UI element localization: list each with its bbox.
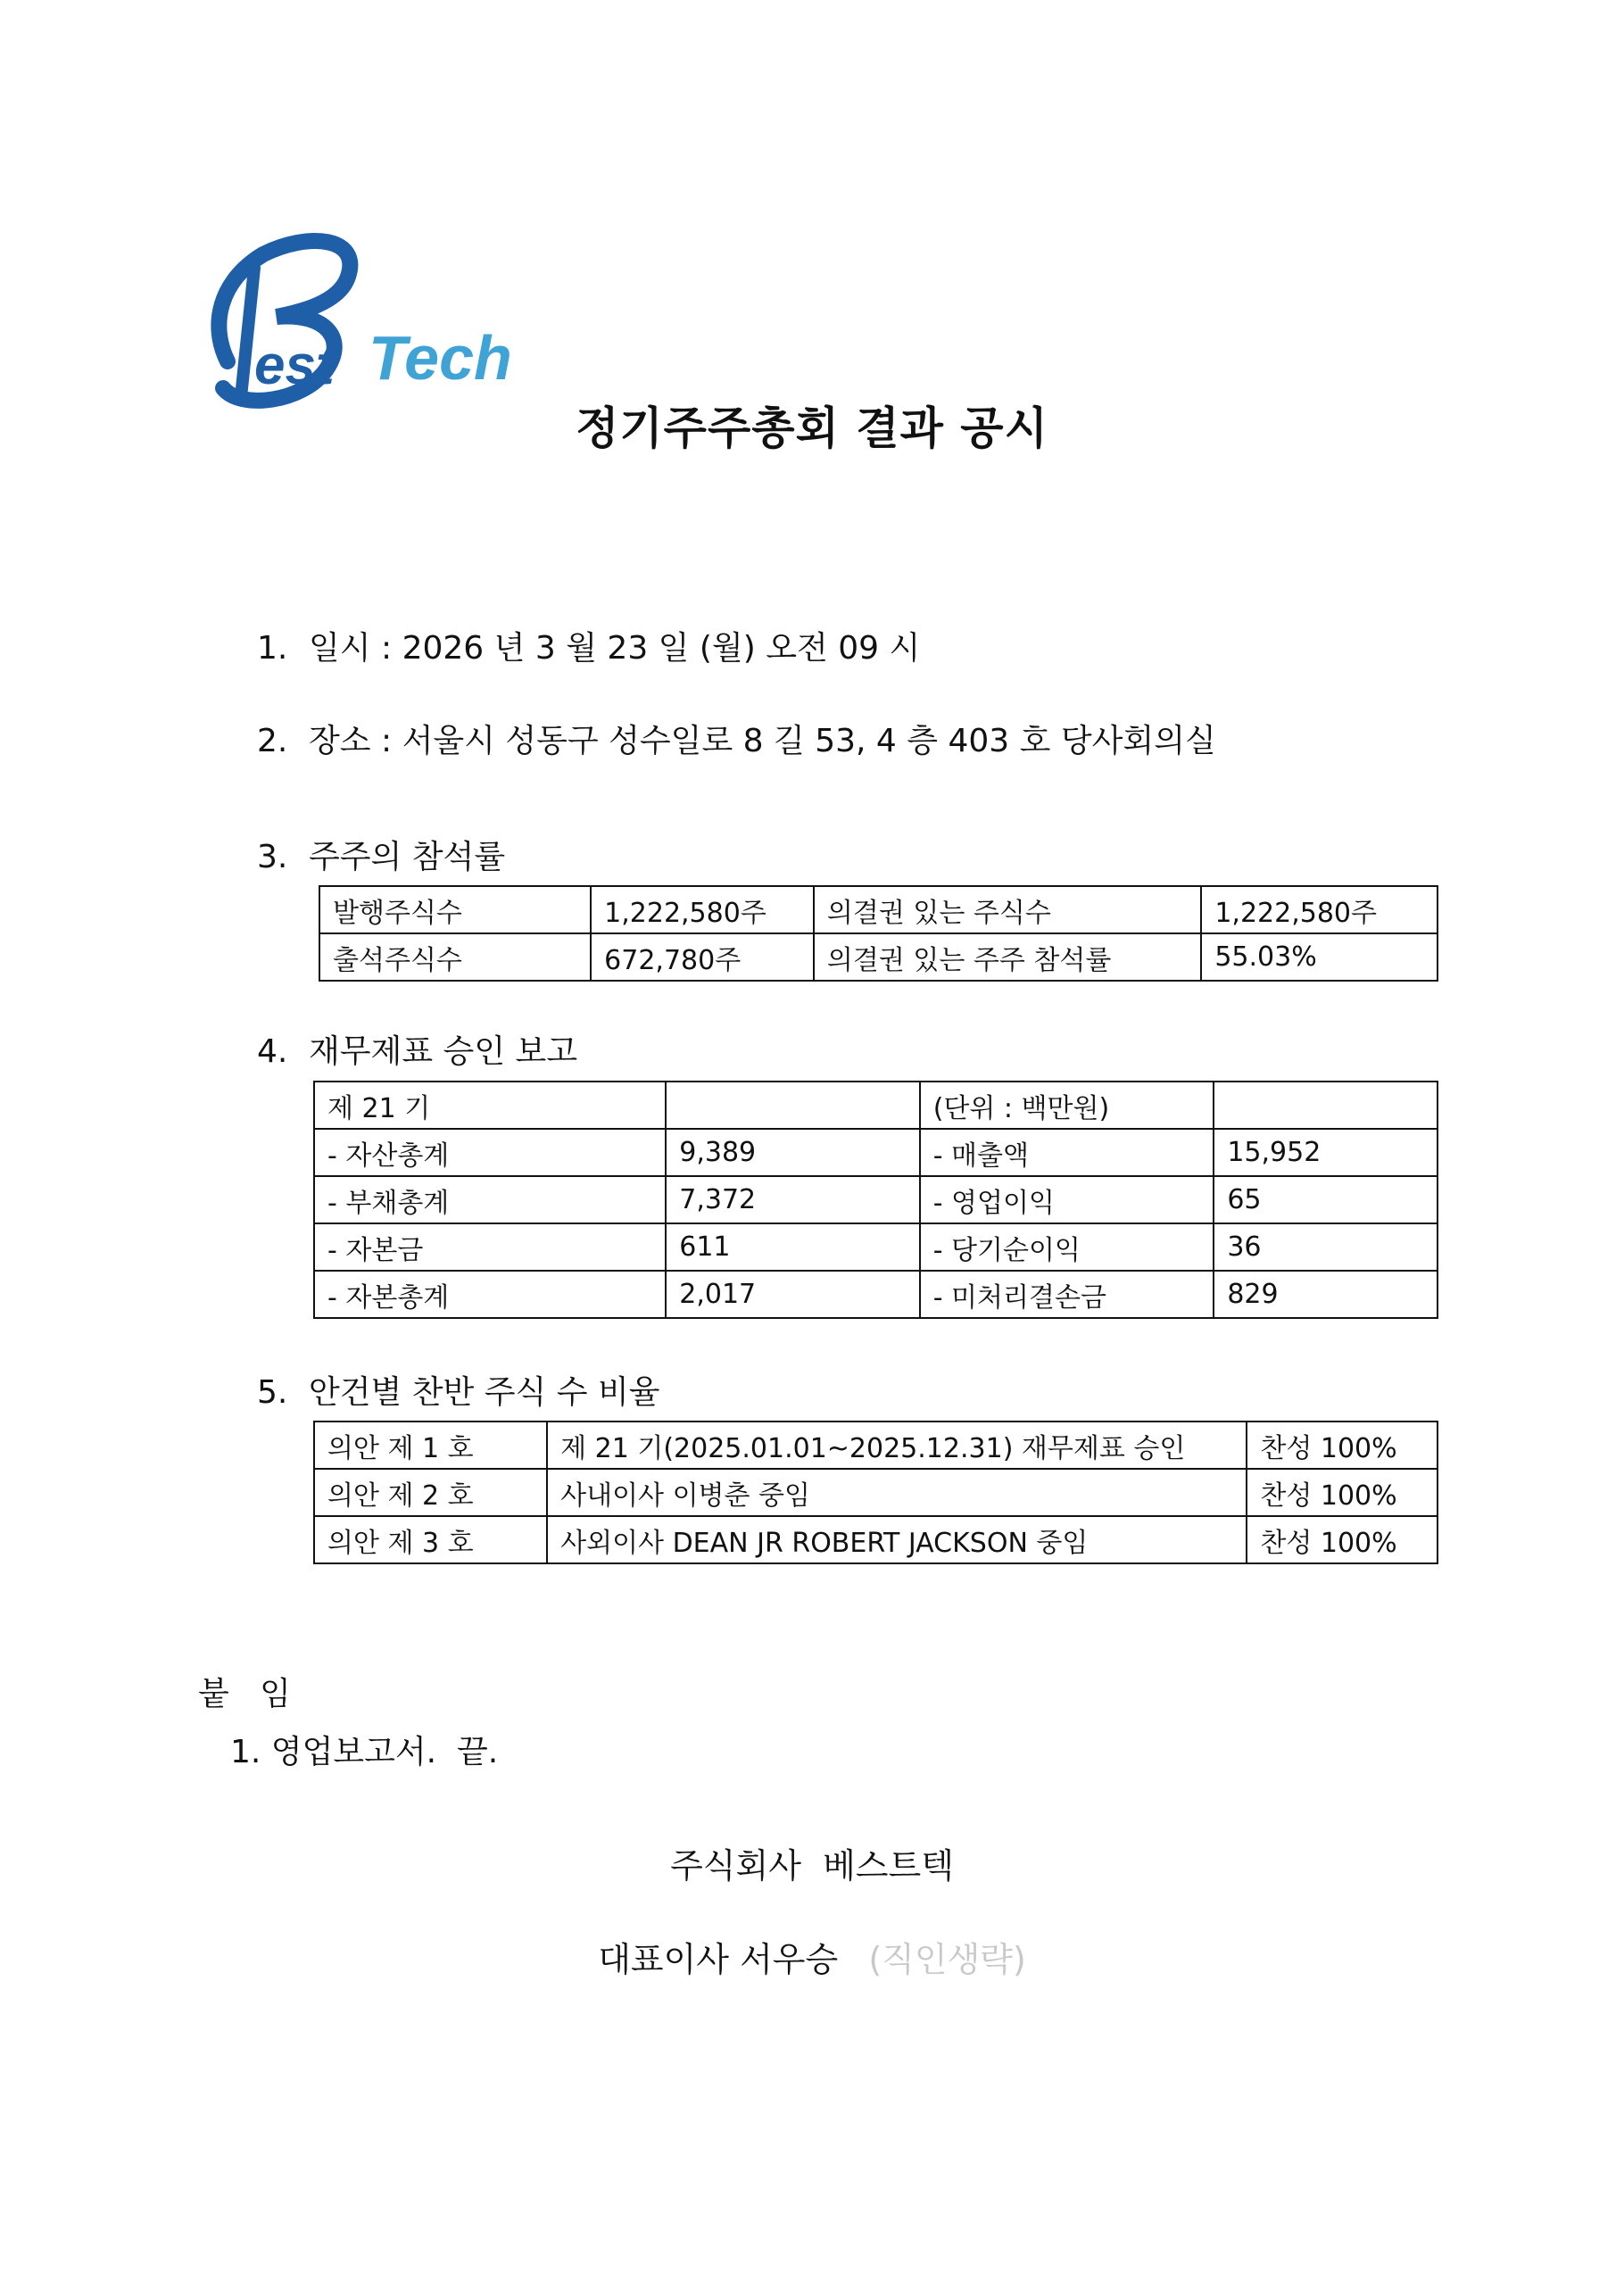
item-date xyxy=(257,623,920,668)
table-cell: 55.03% xyxy=(1201,933,1438,981)
table-cell: 1,222,580주 xyxy=(591,886,814,933)
table-cell: 찬성 100% xyxy=(1247,1469,1438,1516)
table-row xyxy=(314,1516,1438,1563)
table-cell xyxy=(666,1082,919,1129)
table-cell: 2,017 xyxy=(666,1271,919,1318)
table-cell: 찬성 100% xyxy=(1247,1422,1438,1469)
item-text: 주주의 참석률 xyxy=(309,839,506,875)
company-name: 주식회사 베스트텍 xyxy=(670,1846,954,1886)
table-cell: 의안 제 2 호 xyxy=(314,1469,547,1516)
item-financial xyxy=(257,1026,577,1072)
attachment-item: 1. 영업보고서. 끝. xyxy=(230,1734,499,1770)
table-cell: 의결권 있는 주주 참석률 xyxy=(814,933,1201,981)
table-cell: - 미처리결손금 xyxy=(920,1271,1214,1318)
item-number: 2. xyxy=(257,723,288,759)
page-title: 정기주주총회 결과 공시 xyxy=(576,402,1048,454)
table-cell: 사외이사 DEAN JR ROBERT JACKSON 중임 xyxy=(547,1516,1247,1563)
table-cell: 1,222,580주 xyxy=(1201,886,1438,933)
table-cell xyxy=(1214,1082,1438,1129)
item-text: 장소 : 서울시 성동구 성수일로 8 길 53, 4 층 403 호 당사회의실 xyxy=(309,723,1216,759)
item-location xyxy=(257,716,1216,761)
table-cell: 사내이사 이병춘 중임 xyxy=(547,1469,1247,1516)
table-cell: 829 xyxy=(1214,1271,1438,1318)
item-number: 3. xyxy=(257,839,288,875)
item-attendance xyxy=(257,832,505,877)
item-text: 일시 : 2026 년 3 월 23 일 (월) 오전 09 시 xyxy=(309,630,921,667)
attendance-table xyxy=(319,885,1438,982)
table-cell: 15,952 xyxy=(1214,1129,1438,1176)
logo-text-tech: Tech xyxy=(369,323,512,393)
item-agenda xyxy=(257,1367,660,1413)
agenda-table xyxy=(313,1421,1438,1564)
table-cell: - 자산총계 xyxy=(314,1129,666,1176)
table-row xyxy=(314,1271,1438,1318)
table-cell: 제 21 기 xyxy=(314,1082,666,1129)
table-cell: 의안 제 3 호 xyxy=(314,1516,547,1563)
table-cell: 9,389 xyxy=(666,1129,919,1176)
table-row xyxy=(314,1176,1438,1223)
seal-omitted-note: (직인생략) xyxy=(868,1940,1026,1979)
representative-line xyxy=(0,1932,1624,1981)
table-cell: - 당기순이익 xyxy=(920,1223,1214,1271)
table-cell: 출석주식수 xyxy=(319,933,591,981)
table-row xyxy=(314,1422,1438,1469)
table-cell: 672,780주 xyxy=(591,933,814,981)
item-number: 1. xyxy=(257,630,288,667)
table-cell: (단위 : 백만원) xyxy=(920,1082,1214,1129)
table-cell: 611 xyxy=(666,1223,919,1271)
table-row xyxy=(314,1129,1438,1176)
table-row xyxy=(319,886,1438,933)
table-cell: 제 21 기(2025.01.01~2025.12.31) 재무제표 승인 xyxy=(547,1422,1247,1469)
table-cell: 65 xyxy=(1214,1176,1438,1223)
item-text: 재무제표 승인 보고 xyxy=(309,1033,578,1070)
table-cell: - 매출액 xyxy=(920,1129,1214,1176)
table-cell: 의결권 있는 주식수 xyxy=(814,886,1201,933)
best-tech-logo xyxy=(192,228,522,419)
logo-text-est: est xyxy=(254,335,335,396)
table-cell: - 자본총계 xyxy=(314,1271,666,1318)
representative-name: 대표이사 서우승 xyxy=(598,1940,839,1979)
table-row xyxy=(314,1223,1438,1271)
table-cell: 찬성 100% xyxy=(1247,1516,1438,1563)
item-text: 안건별 찬반 주식 수 비율 xyxy=(309,1374,660,1411)
table-cell: - 영업이익 xyxy=(920,1176,1214,1223)
table-cell: - 부채총계 xyxy=(314,1176,666,1223)
table-cell: 발행주식수 xyxy=(319,886,591,933)
attachment-label: 붙 임 xyxy=(198,1676,291,1712)
financial-table xyxy=(313,1081,1438,1319)
table-cell: - 자본금 xyxy=(314,1223,666,1271)
table-cell: 7,372 xyxy=(666,1176,919,1223)
table-row xyxy=(314,1082,1438,1129)
table-row xyxy=(319,933,1438,981)
table-row xyxy=(314,1469,1438,1516)
table-cell: 의안 제 1 호 xyxy=(314,1422,547,1469)
item-number: 5. xyxy=(257,1374,288,1411)
item-number: 4. xyxy=(257,1033,288,1070)
table-cell: 36 xyxy=(1214,1223,1438,1271)
